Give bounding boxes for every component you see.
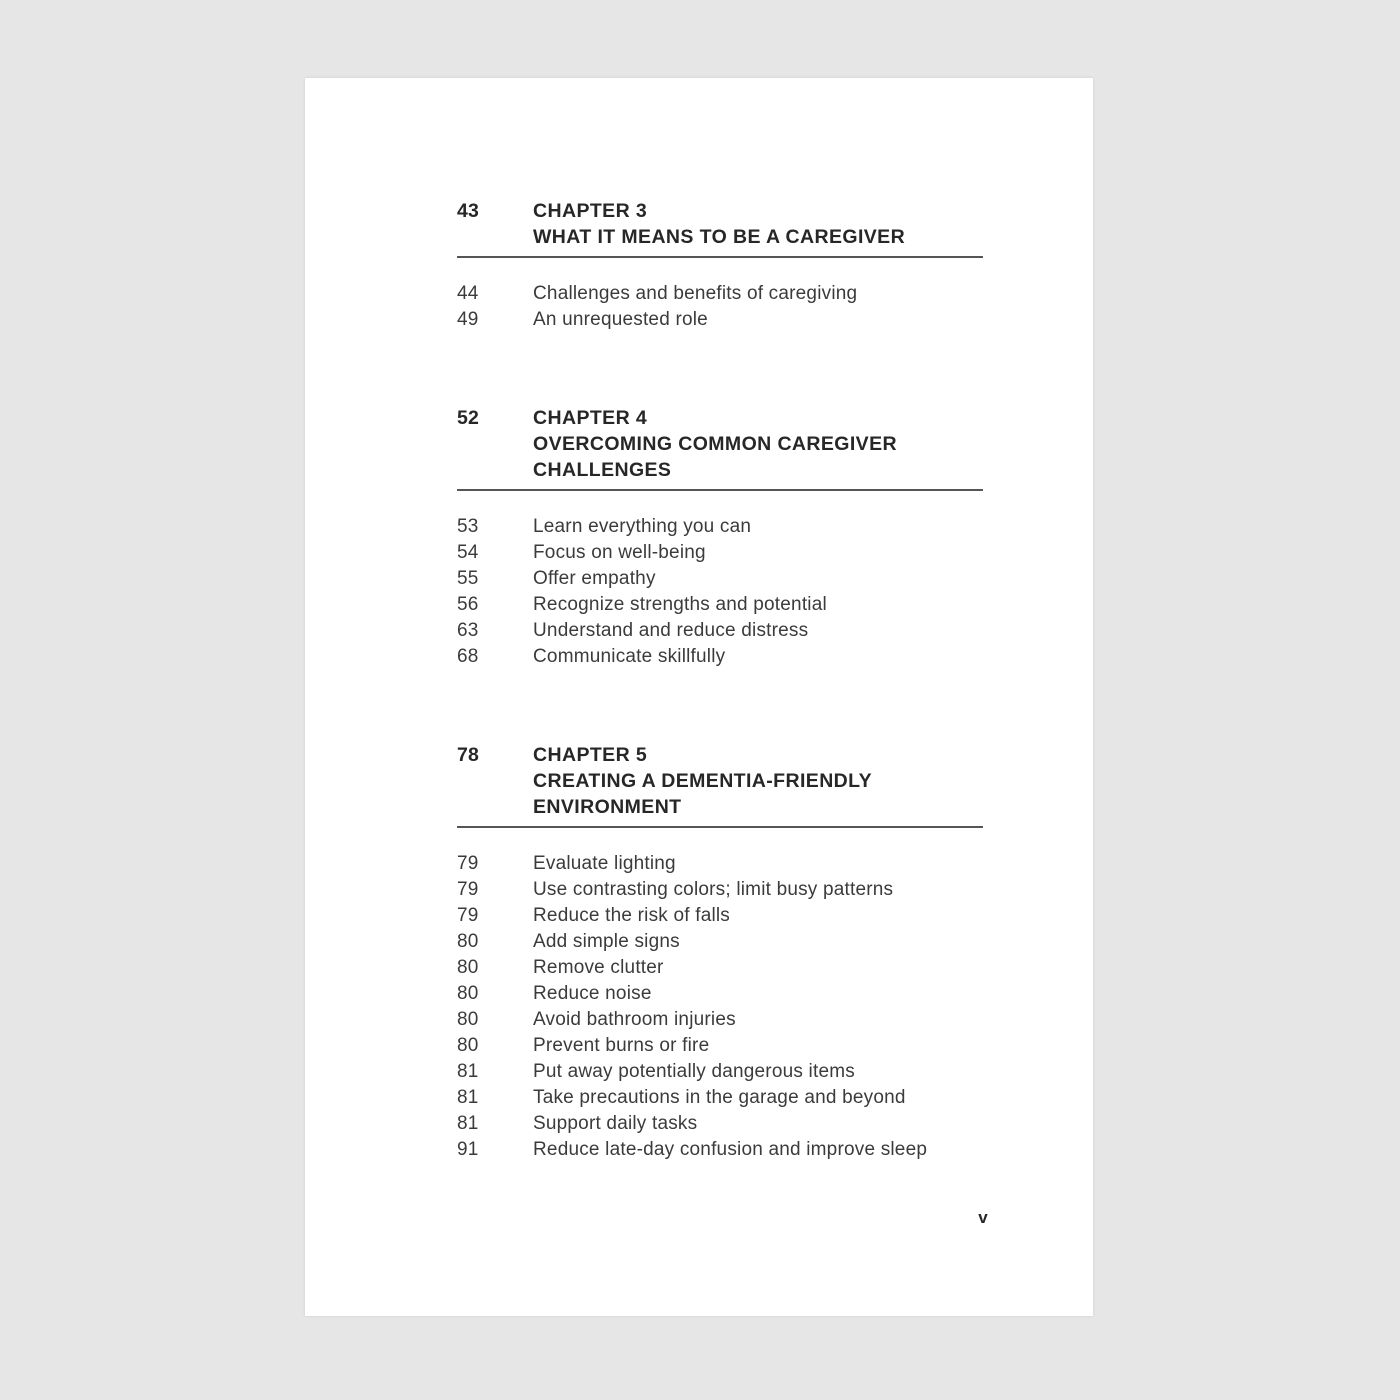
toc-entry [457, 1033, 997, 1059]
entry-label: Focus on well-being [533, 542, 706, 563]
entry-label: An unrequested role [533, 309, 708, 330]
page-number: v [978, 1208, 988, 1227]
toc-entry [457, 1137, 997, 1163]
entry-page-number: 81 [457, 1113, 479, 1134]
toc-entry [457, 1085, 997, 1111]
section-divider [457, 489, 983, 491]
entry-label: Learn everything you can [533, 516, 752, 537]
toc-entry [457, 1111, 997, 1137]
chapter-title-line: OVERCOMING COMMON CAREGIVER [533, 433, 897, 455]
chapter-page-number: 43 [457, 200, 480, 222]
section-entries [457, 514, 997, 670]
chapter-heading [457, 742, 997, 820]
chapter-heading [457, 198, 997, 250]
chapter-title-line: CHAPTER 5 [533, 744, 648, 766]
book-page [305, 78, 1093, 1316]
entry-page-number: 81 [457, 1087, 479, 1108]
chapter-page-number: 78 [457, 744, 480, 766]
toc-entry [457, 644, 997, 670]
toc-entry [457, 307, 997, 333]
toc-entry [457, 851, 997, 877]
entry-page-number: 80 [457, 957, 479, 978]
entry-label: Use contrasting colors; limit busy patterns [533, 879, 894, 900]
entry-label: Communicate skillfully [533, 646, 726, 667]
entry-page-number: 81 [457, 1061, 479, 1082]
section-entries [457, 851, 997, 1163]
entry-label: Add simple signs [533, 931, 680, 952]
chapter-title-line: CHAPTER 3 [533, 200, 648, 222]
entry-page-number: 68 [457, 646, 479, 667]
entry-label: Reduce the risk of falls [533, 905, 730, 926]
section-entries [457, 281, 997, 333]
toc-entry [457, 514, 997, 540]
chapter-title-line: ENVIRONMENT [533, 796, 682, 818]
entry-label: Offer empathy [533, 568, 656, 589]
chapter-title-line: WHAT IT MEANS TO BE A CAREGIVER [533, 226, 906, 248]
entry-page-number: 80 [457, 1035, 479, 1056]
entry-label: Challenges and benefits of caregiving [533, 283, 858, 304]
toc-section [457, 405, 997, 670]
entry-page-number: 79 [457, 905, 479, 926]
entry-page-number: 80 [457, 1009, 479, 1030]
entry-page-number: 49 [457, 309, 479, 330]
entry-label: Evaluate lighting [533, 853, 676, 874]
chapter-title-line: CREATING A DEMENTIA-FRIENDLY [533, 770, 873, 792]
entry-label: Understand and reduce distress [533, 620, 809, 641]
entry-page-number: 44 [457, 283, 479, 304]
toc-entry [457, 877, 997, 903]
toc-entry [457, 903, 997, 929]
entry-page-number: 56 [457, 594, 479, 615]
entry-page-number: 80 [457, 931, 479, 952]
toc-entry [457, 1007, 997, 1033]
entry-label: Avoid bathroom injuries [533, 1009, 736, 1030]
entry-label: Recognize strengths and potential [533, 594, 827, 615]
entry-page-number: 91 [457, 1139, 479, 1160]
entry-label: Reduce noise [533, 983, 652, 1004]
toc-entry [457, 540, 997, 566]
toc-entry [457, 955, 997, 981]
entry-page-number: 55 [457, 568, 479, 589]
toc-entry [457, 1059, 997, 1085]
entry-page-number: 80 [457, 983, 479, 1004]
toc-section [457, 198, 997, 333]
entry-label: Support daily tasks [533, 1113, 698, 1134]
entry-label: Put away potentially dangerous items [533, 1061, 855, 1082]
chapter-heading [457, 405, 997, 483]
entry-label: Prevent burns or fire [533, 1035, 710, 1056]
table-of-contents [457, 198, 997, 1235]
chapter-title [533, 405, 997, 483]
entry-page-number: 54 [457, 542, 479, 563]
chapter-title-line: CHALLENGES [533, 459, 672, 481]
chapter-title-line: CHAPTER 4 [533, 407, 648, 429]
toc-entry [457, 566, 997, 592]
toc-entry [457, 929, 997, 955]
section-divider [457, 256, 983, 258]
entry-label: Reduce late-day confusion and improve sleep [533, 1139, 928, 1160]
entry-label: Take precautions in the garage and beyond [533, 1087, 906, 1108]
toc-entry [457, 592, 997, 618]
toc-entry [457, 618, 997, 644]
entry-label: Remove clutter [533, 957, 664, 978]
entry-page-number: 63 [457, 620, 479, 641]
toc-entry [457, 281, 997, 307]
chapter-page-number: 52 [457, 407, 480, 429]
chapter-title [533, 198, 997, 250]
toc-section [457, 742, 997, 1163]
entry-page-number: 79 [457, 853, 479, 874]
entry-page-number: 79 [457, 879, 479, 900]
toc-entry [457, 981, 997, 1007]
section-divider [457, 826, 983, 828]
entry-page-number: 53 [457, 516, 479, 537]
chapter-title [533, 742, 997, 820]
